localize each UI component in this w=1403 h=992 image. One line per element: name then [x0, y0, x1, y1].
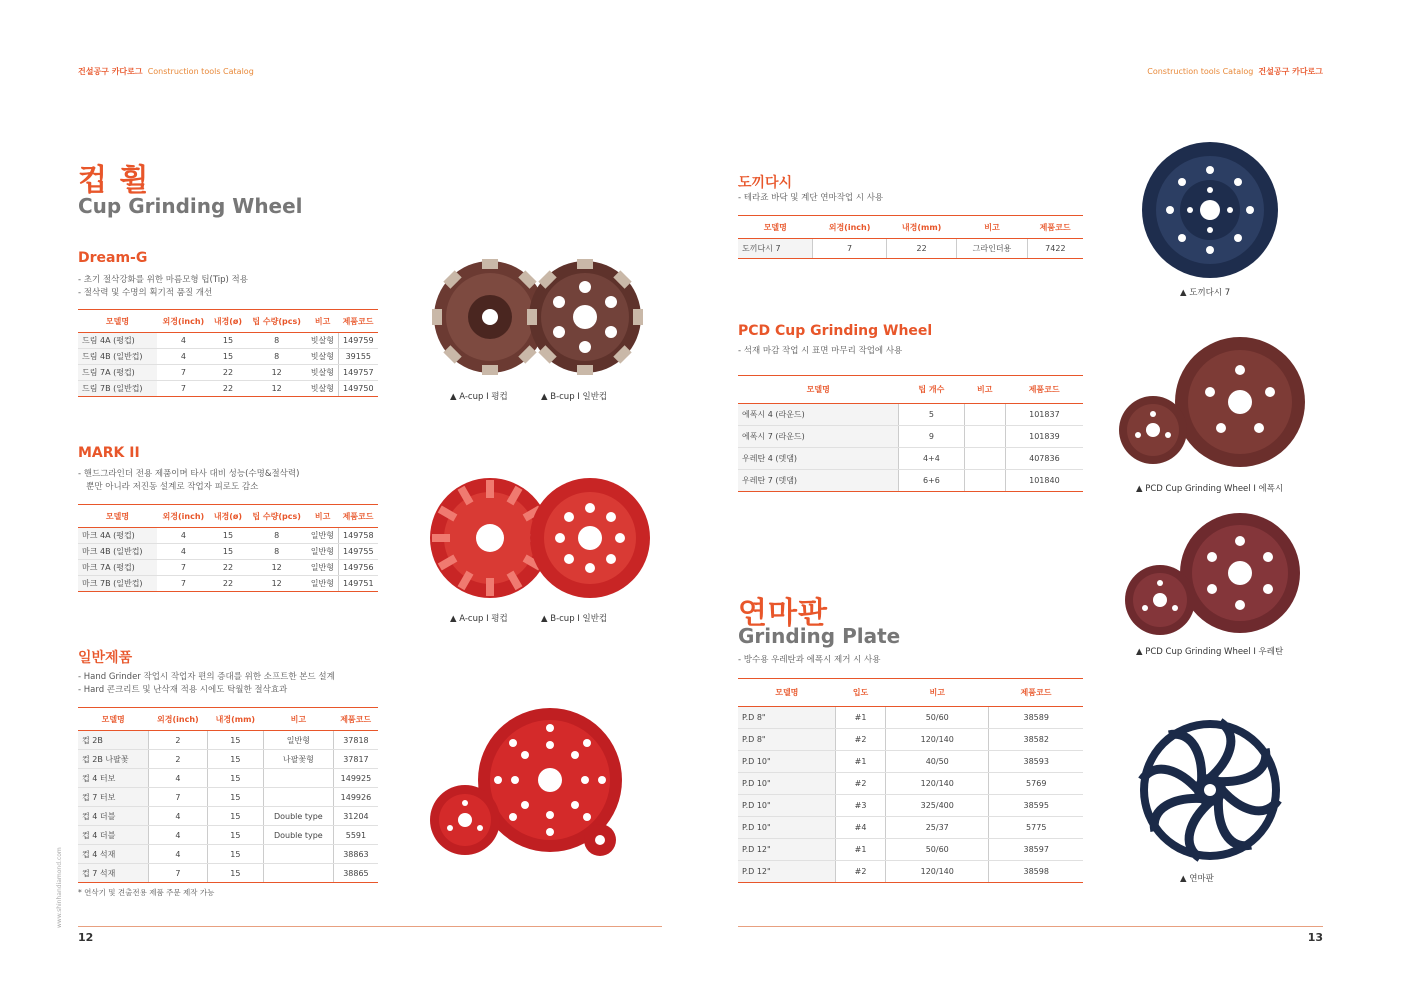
pcd-desc: - 석재 마감 작업 시 표면 마무리 작업에 사용 [738, 346, 903, 356]
plate-cap: ▲ 연마판 [1180, 874, 1214, 884]
dokki-cap: ▲ 도끼다시 7 [1180, 288, 1231, 298]
table-row: 마크 4A (평컵) 4 15 8 일반형 149758 [78, 528, 378, 544]
mark-cap-a: ▲ A-cup I 평컵 [450, 614, 508, 624]
side-url: www.shinhandiamond.com [56, 847, 63, 928]
general-note: * 연삭기 및 견출전용 제품 주문 제작 가능 [78, 888, 215, 897]
dream-wheel-image [430, 255, 650, 385]
table-row: P.D 12" #2 120/140 38598 [738, 861, 1083, 883]
table-row: 컵 7 석재 7 15 38865 [78, 864, 378, 883]
mark-desc: - 핸드그라인더 전용 제품이며 타사 대비 성능(수명&절삭력) 뿐만 아니라 저진동 설계로 작업자 피로도 감소 [78, 469, 300, 492]
section-title-general: 일반제품 [78, 650, 133, 666]
table-row: 드림 4A (평컵) 4 15 8 빗살형 149759 [78, 333, 378, 349]
pcd-cap-urethane: ▲ PCD Cup Grinding Wheel I 우레탄 [1136, 647, 1284, 657]
plate-table: 모델명 입도 비고 제품코드 P.D 8" #1 50/60 38589 P.D 8" #2 120/140 38582 P.D 10" #1 40/50 38593 P.D 10" #2 120/140 5769 P.D 10" #3 325/400 38595 P.D 10" #4 25/37 5775 P.D 12" #1 50/60 38597 P.D 12" #2 120/140 38598 [738, 678, 1083, 883]
table-row: 마크 4B (일반컵) 4 15 8 일반형 149755 [78, 544, 378, 560]
general-table: 모델명 외경(inch) 내경(mm) 비고 제품코드 컵 2B 2 15 일반형 37818 컵 2B 나팔꽃 2 15 나팔꽃형 37817 컵 4 터보 4 15 149925 컵 7 터보 7 15 149926 컵 4 더블 4 15 Double type 31204 컵 4 더블 4 15 Double type 5591 컵 4 석재 4 15 38863 컵 7 석재 7 15 38865 [78, 707, 378, 883]
page-divider-left [78, 926, 662, 927]
table-row: 드림 4B (일반컵) 4 15 8 빗살형 39155 [78, 349, 378, 365]
dream-cap-a: ▲ A-cup I 평컵 [450, 392, 508, 402]
plate-title-ko: 연마판 [738, 596, 828, 631]
table-row: 도끼다시 7 7 22 그라인더용 7422 [738, 239, 1083, 259]
table-row: P.D 10" #2 120/140 5769 [738, 773, 1083, 795]
general-wheel-image [425, 705, 665, 865]
page-number-left: 12 [78, 931, 94, 944]
header-left: 건설공구 카다로그 Construction tools Catalog [78, 67, 254, 76]
table-row: 컵 2B 2 15 일반형 37818 [78, 731, 378, 750]
section-title-mark: MARK II [78, 445, 140, 461]
table-row: 컵 4 터보 4 15 149925 [78, 769, 378, 788]
page-number-right: 13 [1307, 931, 1323, 944]
table-row: P.D 8" #2 120/140 38582 [738, 729, 1083, 751]
plate-desc: - 방수용 우레탄과 에폭시 제거 시 사용 [738, 655, 881, 665]
table-row: P.D 10" #4 25/37 5775 [738, 817, 1083, 839]
header-right: Construction tools Catalog 건설공구 카다로그 [1147, 67, 1323, 76]
pcd-epoxy-image [1115, 330, 1310, 475]
dokki-table: 모델명 외경(inch) 내경(mm) 비고 제품코드 도끼다시 7 7 22 그라인더용 7422 [738, 215, 1083, 259]
section-title-pcd: PCD Cup Grinding Wheel [738, 323, 933, 339]
plate-title-en: Grinding Plate [738, 624, 901, 648]
plate-image [1138, 715, 1283, 865]
table-row: P.D 12" #1 50/60 38597 [738, 839, 1083, 861]
table-row: 드림 7A (평컵) 7 22 12 빗살형 149757 [78, 365, 378, 381]
dream-desc: - 초기 절삭강화를 위한 마름모형 팁(Tip) 적용 - 절삭력 및 수명의 획기적 품질 개선 [78, 275, 248, 298]
pcd-urethane-image [1120, 508, 1310, 648]
dokki-wheel-image [1140, 140, 1280, 280]
page-divider-right [738, 926, 1323, 927]
table-row: P.D 10" #1 40/50 38593 [738, 751, 1083, 773]
table-row: 우레탄 7 (뎃댐) 6+6 101840 [738, 470, 1083, 492]
pcd-cap-epoxy: ▲ PCD Cup Grinding Wheel I 에폭시 [1136, 484, 1284, 494]
dokki-desc: - 테라죠 바닥 및 계단 연마작업 시 사용 [738, 193, 884, 203]
dream-cap-b: ▲ B-cup I 일반컵 [541, 392, 608, 402]
mark-cap-b: ▲ B-cup I 일반컵 [541, 614, 608, 624]
dream-table: 모델명 외경(inch) 내경(ø) 팁 수량(pcs) 비고 제품코드 드림 4A (평컵) 4 15 8 빗살형 149759 드림 4B (일반컵) 4 15 8 빗살형 39155 드림 7A (평컵) 7 22 12 빗살형 149757 드림 7B (일반컵) 7 22 12 빗살형 149750 [78, 309, 378, 397]
mark-table: 모델명 외경(inch) 내경(ø) 팁 수량(pcs) 비고 제품코드 마크 4A (평컵) 4 15 8 일반형 149758 마크 4B (일반컵) 4 15 8 일반형 149755 마크 7A (평컵) 7 22 12 일반형 149756 마크 7B (일반컵) 7 22 12 일반형 149751 [78, 504, 378, 592]
table-row: 컵 4 더블 4 15 Double type 5591 [78, 826, 378, 845]
table-row: 에폭시 7 (라운드) 9 101839 [738, 426, 1083, 448]
table-row: 마크 7A (평컵) 7 22 12 일반형 149756 [78, 560, 378, 576]
section-title-dokki: 도끼다시 [738, 175, 793, 191]
general-desc: - Hand Grinder 작업시 작업자 편의 증대를 위한 소프트한 본드 설계 - Hard 콘크리트 및 난삭재 적용 시에도 탁월한 절삭효과 [78, 672, 335, 695]
table-row: 컵 4 석재 4 15 38863 [78, 845, 378, 864]
table-row: 컵 4 더블 4 15 Double type 31204 [78, 807, 378, 826]
table-row: 컵 2B 나팔꽃 2 15 나팔꽃형 37817 [78, 750, 378, 769]
table-row: P.D 10" #3 325/400 38595 [738, 795, 1083, 817]
mark-wheel-image [425, 470, 655, 605]
table-row: P.D 8" #1 50/60 38589 [738, 707, 1083, 729]
page-title-en: Cup Grinding Wheel [78, 194, 303, 218]
table-row: 컵 7 터보 7 15 149926 [78, 788, 378, 807]
page-title-ko: 컵 휠 [78, 163, 150, 198]
table-row: 마크 7B (일반컵) 7 22 12 일반형 149751 [78, 576, 378, 592]
table-row: 드림 7B (일반컵) 7 22 12 빗살형 149750 [78, 381, 378, 397]
table-row: 우레탄 4 (뎃댐) 4+4 407836 [738, 448, 1083, 470]
table-row: 에폭시 4 (라운드) 5 101837 [738, 404, 1083, 426]
pcd-table: 모델명 팁 개수 비고 제품코드 에폭시 4 (라운드) 5 101837 에폭시 7 (라운드) 9 101839 우레탄 4 (뎃댐) 4+4 407836 우레탄 7 (뎃댐) 6+6 101840 [738, 375, 1083, 492]
section-title-dream: Dream-G [78, 250, 148, 266]
